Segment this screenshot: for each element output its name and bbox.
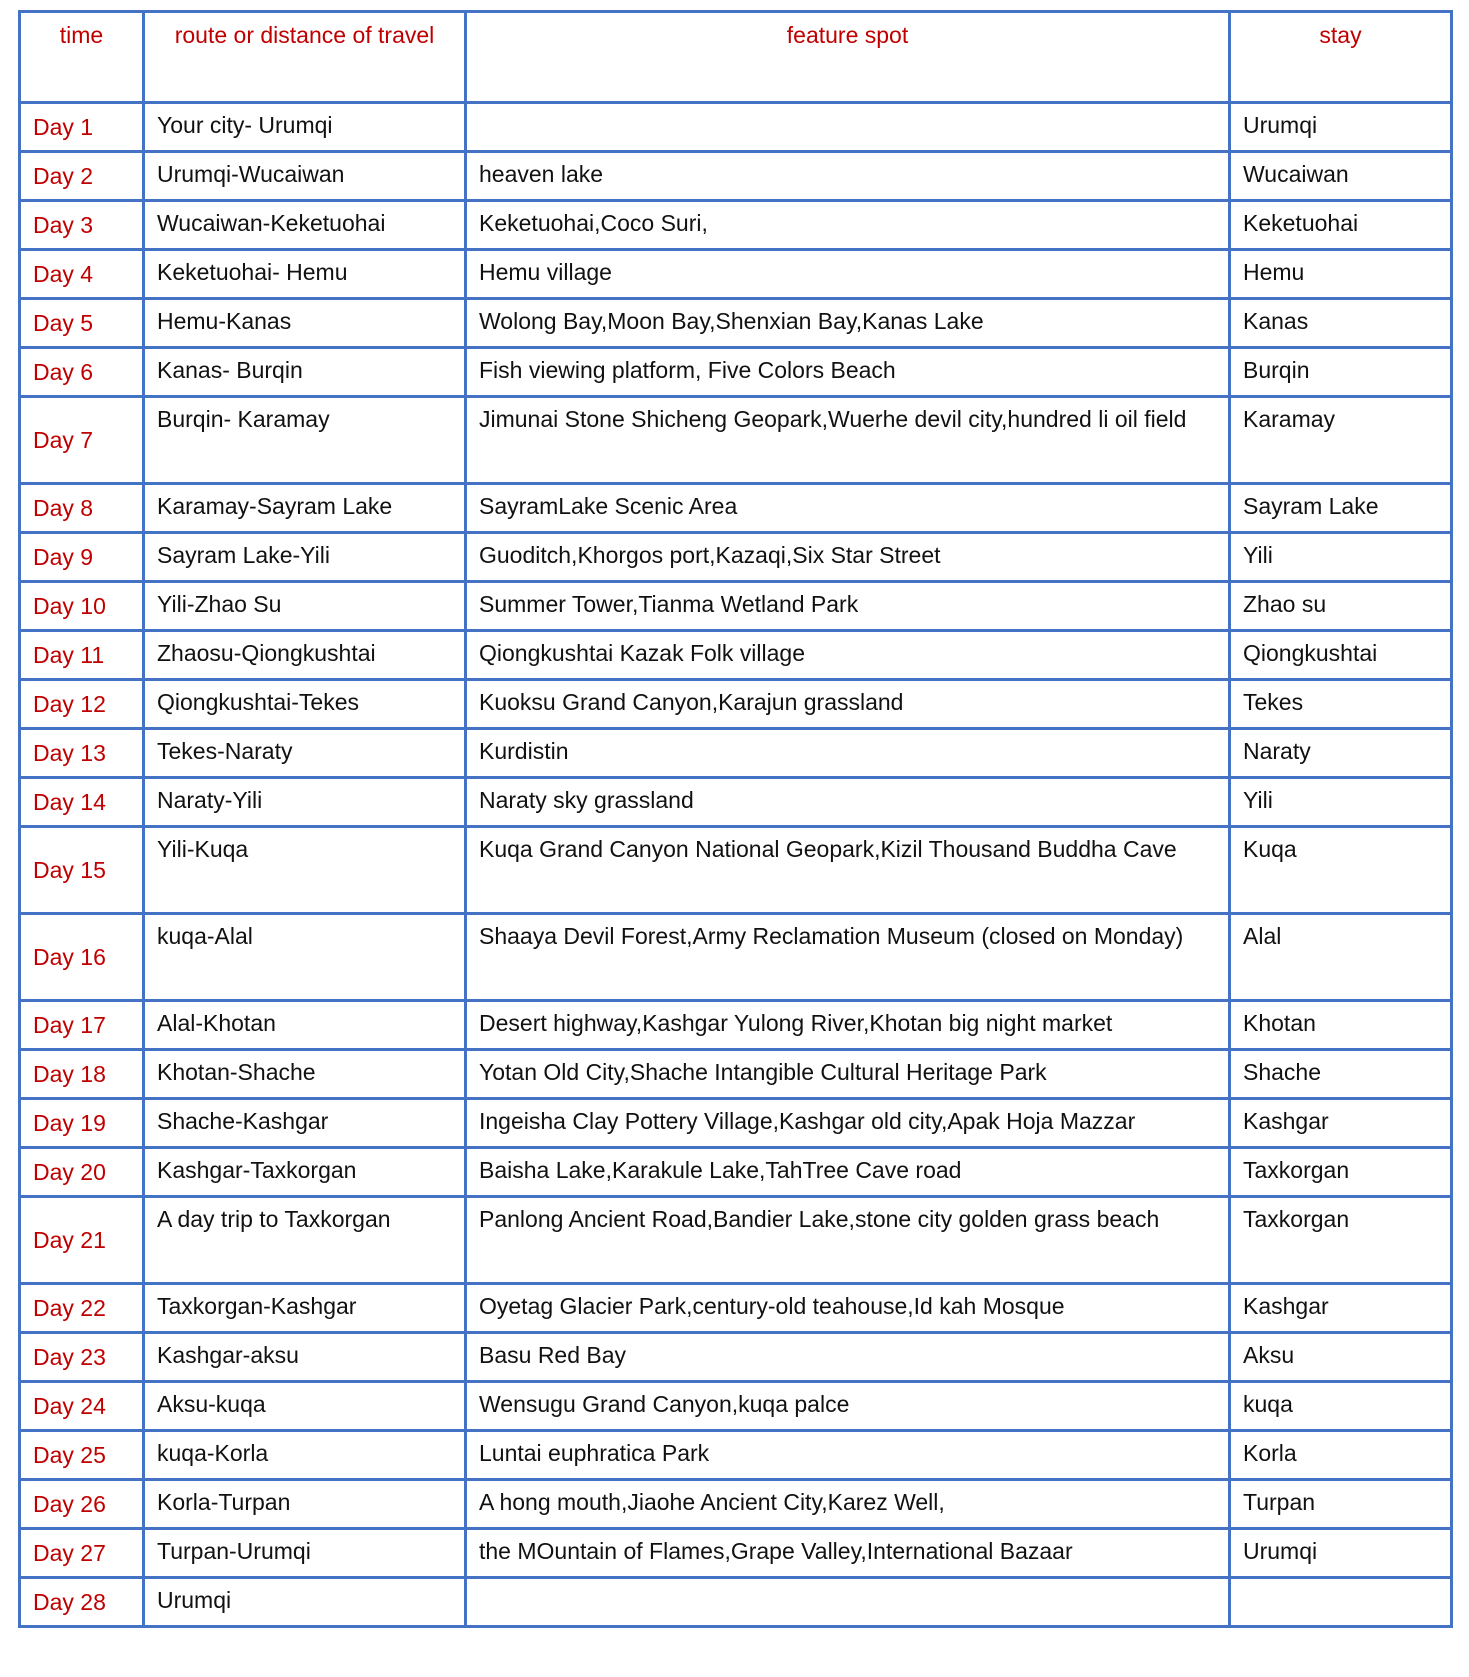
feature-spot-cell: Hemu village <box>467 251 1231 300</box>
table-row <box>21 632 1453 681</box>
day-cell: Day 19 <box>21 1100 145 1149</box>
feature-spot-cell: Luntai euphratica Park <box>467 1432 1231 1481</box>
route-cell: Keketuohai- Hemu <box>145 251 467 300</box>
route-cell: Khotan-Shache <box>145 1051 467 1100</box>
table-row <box>21 681 1453 730</box>
header-time: time <box>21 13 145 104</box>
day-cell: Day 23 <box>21 1334 145 1383</box>
header-stay: stay <box>1231 13 1453 104</box>
stay-cell: Alal <box>1231 915 1453 1002</box>
stay-cell: Zhao su <box>1231 583 1453 632</box>
stay-cell: Burqin <box>1231 349 1453 398</box>
feature-spot-cell: Qiongkushtai Kazak Folk village <box>467 632 1231 681</box>
day-cell: Day 4 <box>21 251 145 300</box>
table-row <box>21 485 1453 534</box>
feature-spot-cell: Desert highway,Kashgar Yulong River,Khotan big night market <box>467 1002 1231 1051</box>
table-row <box>21 300 1453 349</box>
route-cell: Turpan-Urumqi <box>145 1530 467 1579</box>
itinerary-table <box>18 10 1453 1628</box>
route-cell: Urumqi-Wucaiwan <box>145 153 467 202</box>
route-cell: Wucaiwan-Keketuohai <box>145 202 467 251</box>
table-row <box>21 349 1453 398</box>
table-row <box>21 1100 1453 1149</box>
day-cell: Day 25 <box>21 1432 145 1481</box>
day-cell: Day 2 <box>21 153 145 202</box>
route-cell: Kashgar-Taxkorgan <box>145 1149 467 1198</box>
table-row <box>21 1285 1453 1334</box>
route-cell: Alal-Khotan <box>145 1002 467 1051</box>
feature-spot-cell <box>467 1579 1231 1628</box>
route-cell: Tekes-Naraty <box>145 730 467 779</box>
day-cell: Day 28 <box>21 1579 145 1628</box>
table-row <box>21 915 1453 1002</box>
feature-spot-cell: Yotan Old City,Shache Intangible Cultural Heritage Park <box>467 1051 1231 1100</box>
table-row <box>21 1149 1453 1198</box>
stay-cell: Khotan <box>1231 1002 1453 1051</box>
feature-spot-cell: Panlong Ancient Road,Bandier Lake,stone city golden grass beach <box>467 1198 1231 1285</box>
route-cell: Korla-Turpan <box>145 1481 467 1530</box>
route-cell: Sayram Lake-Yili <box>145 534 467 583</box>
feature-spot-cell: Ingeisha Clay Pottery Village,Kashgar old city,Apak Hoja Mazzar <box>467 1100 1231 1149</box>
day-cell: Day 16 <box>21 915 145 1002</box>
day-cell: Day 8 <box>21 485 145 534</box>
stay-cell: Korla <box>1231 1432 1453 1481</box>
stay-cell: Kuqa <box>1231 828 1453 915</box>
feature-spot-cell <box>467 104 1231 153</box>
day-cell: Day 7 <box>21 398 145 485</box>
stay-cell: Qiongkushtai <box>1231 632 1453 681</box>
route-cell: Zhaosu-Qiongkushtai <box>145 632 467 681</box>
stay-cell: Kashgar <box>1231 1100 1453 1149</box>
feature-spot-cell: Keketuohai,Coco Suri, <box>467 202 1231 251</box>
stay-cell: Yili <box>1231 534 1453 583</box>
table-row <box>21 583 1453 632</box>
feature-spot-cell: Oyetag Glacier Park,century-old teahouse,Id kah Mosque <box>467 1285 1231 1334</box>
feature-spot-cell: heaven lake <box>467 153 1231 202</box>
day-cell: Day 3 <box>21 202 145 251</box>
day-cell: Day 18 <box>21 1051 145 1100</box>
stay-cell <box>1231 1579 1453 1628</box>
route-cell: Kanas- Burqin <box>145 349 467 398</box>
table-row <box>21 202 1453 251</box>
feature-spot-cell: Shaaya Devil Forest,Army Reclamation Museum (closed on Monday) <box>467 915 1231 1002</box>
day-cell: Day 6 <box>21 349 145 398</box>
header-row <box>21 13 1453 104</box>
stay-cell: Shache <box>1231 1051 1453 1100</box>
stay-cell: Tekes <box>1231 681 1453 730</box>
day-cell: Day 21 <box>21 1198 145 1285</box>
route-cell: Naraty-Yili <box>145 779 467 828</box>
feature-spot-cell: Baisha Lake,Karakule Lake,TahTree Cave road <box>467 1149 1231 1198</box>
stay-cell: Yili <box>1231 779 1453 828</box>
feature-spot-cell: the MOuntain of Flames,Grape Valley,International Bazaar <box>467 1530 1231 1579</box>
stay-cell: Taxkorgan <box>1231 1149 1453 1198</box>
table-row <box>21 779 1453 828</box>
table-row <box>21 1334 1453 1383</box>
itinerary-sheet <box>18 10 1450 1628</box>
stay-cell: Keketuohai <box>1231 202 1453 251</box>
route-cell: kuqa-Alal <box>145 915 467 1002</box>
feature-spot-cell: A hong mouth,Jiaohe Ancient City,Karez Well, <box>467 1481 1231 1530</box>
day-cell: Day 14 <box>21 779 145 828</box>
day-cell: Day 13 <box>21 730 145 779</box>
route-cell: Yili-Kuqa <box>145 828 467 915</box>
table-row <box>21 1002 1453 1051</box>
table-row <box>21 1530 1453 1579</box>
day-cell: Day 27 <box>21 1530 145 1579</box>
feature-spot-cell: Wensugu Grand Canyon,kuqa palce <box>467 1383 1231 1432</box>
feature-spot-cell: Summer Tower,Tianma Wetland Park <box>467 583 1231 632</box>
stay-cell: kuqa <box>1231 1383 1453 1432</box>
stay-cell: Aksu <box>1231 1334 1453 1383</box>
feature-spot-cell: Naraty sky grassland <box>467 779 1231 828</box>
feature-spot-cell: Guoditch,Khorgos port,Kazaqi,Six Star Street <box>467 534 1231 583</box>
day-cell: Day 26 <box>21 1481 145 1530</box>
day-cell: Day 17 <box>21 1002 145 1051</box>
stay-cell: Kanas <box>1231 300 1453 349</box>
feature-spot-cell: Kuqa Grand Canyon National Geopark,Kizil Thousand Buddha Cave <box>467 828 1231 915</box>
stay-cell: Turpan <box>1231 1481 1453 1530</box>
stay-cell: Naraty <box>1231 730 1453 779</box>
day-cell: Day 15 <box>21 828 145 915</box>
day-cell: Day 10 <box>21 583 145 632</box>
table-row <box>21 153 1453 202</box>
day-cell: Day 9 <box>21 534 145 583</box>
feature-spot-cell: Fish viewing platform, Five Colors Beach <box>467 349 1231 398</box>
route-cell: Taxkorgan-Kashgar <box>145 1285 467 1334</box>
stay-cell: Urumqi <box>1231 104 1453 153</box>
table-row <box>21 1432 1453 1481</box>
table-row <box>21 1051 1453 1100</box>
header-route: route or distance of travel <box>145 13 467 104</box>
stay-cell: Urumqi <box>1231 1530 1453 1579</box>
table-row <box>21 1579 1453 1628</box>
route-cell: Shache-Kashgar <box>145 1100 467 1149</box>
table-row <box>21 398 1453 485</box>
feature-spot-cell: Jimunai Stone Shicheng Geopark,Wuerhe devil city,hundred li oil field <box>467 398 1231 485</box>
day-cell: Day 1 <box>21 104 145 153</box>
route-cell: Your city- Urumqi <box>145 104 467 153</box>
route-cell: Qiongkushtai-Tekes <box>145 681 467 730</box>
stay-cell: Kashgar <box>1231 1285 1453 1334</box>
day-cell: Day 5 <box>21 300 145 349</box>
table-row <box>21 828 1453 915</box>
day-cell: Day 24 <box>21 1383 145 1432</box>
route-cell: Urumqi <box>145 1579 467 1628</box>
table-row <box>21 1481 1453 1530</box>
day-cell: Day 20 <box>21 1149 145 1198</box>
day-cell: Day 12 <box>21 681 145 730</box>
feature-spot-cell: Kuoksu Grand Canyon,Karajun grassland <box>467 681 1231 730</box>
stay-cell: Karamay <box>1231 398 1453 485</box>
route-cell: kuqa-Korla <box>145 1432 467 1481</box>
table-row <box>21 1198 1453 1285</box>
route-cell: Karamay-Sayram Lake <box>145 485 467 534</box>
route-cell: Kashgar-aksu <box>145 1334 467 1383</box>
stay-cell: Hemu <box>1231 251 1453 300</box>
route-cell: Aksu-kuqa <box>145 1383 467 1432</box>
feature-spot-cell: Kurdistin <box>467 730 1231 779</box>
table-row <box>21 104 1453 153</box>
route-cell: A day trip to Taxkorgan <box>145 1198 467 1285</box>
table-row <box>21 730 1453 779</box>
feature-spot-cell: Wolong Bay,Moon Bay,Shenxian Bay,Kanas Lake <box>467 300 1231 349</box>
day-cell: Day 22 <box>21 1285 145 1334</box>
route-cell: Burqin- Karamay <box>145 398 467 485</box>
header-feature-spot: feature spot <box>467 13 1231 104</box>
table-row <box>21 1383 1453 1432</box>
day-cell: Day 11 <box>21 632 145 681</box>
table-row <box>21 251 1453 300</box>
table-row <box>21 534 1453 583</box>
stay-cell: Sayram Lake <box>1231 485 1453 534</box>
feature-spot-cell: Basu Red Bay <box>467 1334 1231 1383</box>
route-cell: Yili-Zhao Su <box>145 583 467 632</box>
feature-spot-cell: SayramLake Scenic Area <box>467 485 1231 534</box>
stay-cell: Wucaiwan <box>1231 153 1453 202</box>
stay-cell: Taxkorgan <box>1231 1198 1453 1285</box>
route-cell: Hemu-Kanas <box>145 300 467 349</box>
